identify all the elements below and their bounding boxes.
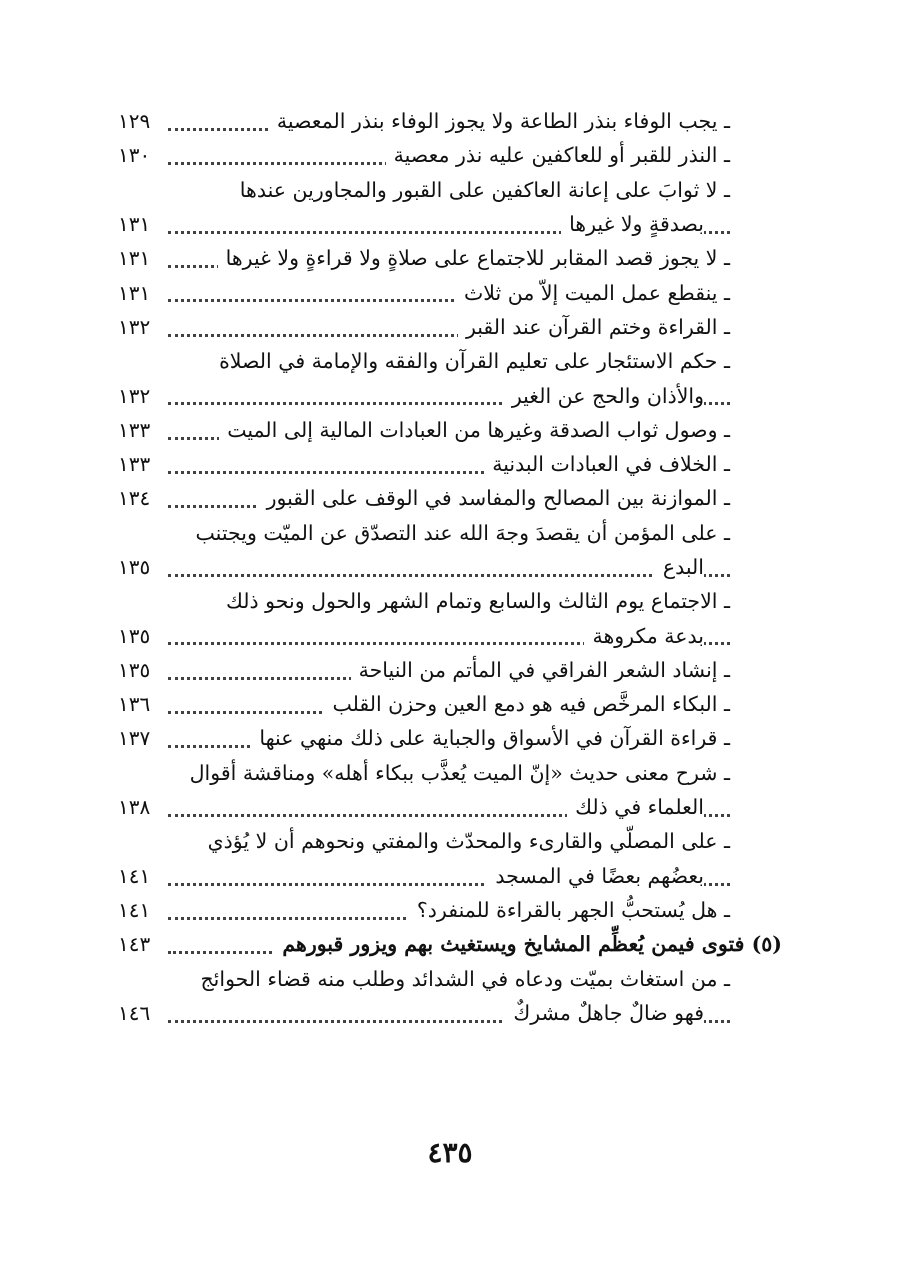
toc-entry [118, 481, 782, 515]
entry-title: ـ ينقطع عمل الميت إلاّ من ثلاث [456, 276, 730, 310]
section-title: (٥) فتوى فيمن يُعظِّم المشايخ ويستغيث بهم ويزور قبورهم [274, 927, 782, 961]
toc-entry-continuation [118, 859, 782, 893]
toc-entry [118, 173, 782, 207]
entry-title: ـ على المصلّي والقارىء والمحدّث والمفتي ونحوهم أن لا يُؤذي [200, 824, 730, 858]
toc-entry-continuation [118, 207, 782, 241]
entry-title: بعضُهم بعضًا في المسجد [487, 859, 704, 893]
entry-title: بصدقةٍ ولا غيرها [561, 207, 704, 241]
entry-title: ـ لا ثوابَ على إعانة العاكفين على القبور والمجاورين عندها [232, 173, 730, 207]
toc-entry-continuation [118, 790, 782, 824]
toc-entry [118, 756, 782, 790]
entry-page: ١٤١ [118, 863, 151, 888]
folio-page-number: ٤٣٥ [427, 1136, 473, 1169]
toc-entry [118, 687, 782, 721]
entry-page: ١٤٦ [118, 1000, 151, 1025]
entry-page: ١٤٣ [118, 932, 151, 957]
toc-entry [118, 516, 782, 550]
entry-title: ـ يجب الوفاء بنذر الطاعة ولا يجوز الوفاء بنذر المعصية [269, 104, 730, 138]
entry-title: ـ من استغاث بميّت ودعاه في الشدائد وطلب منه قضاء الحوائج [192, 962, 730, 996]
toc-entry [118, 584, 782, 618]
entry-title: فهو ضالٌ جاهلٌ مشركٌ [505, 996, 704, 1030]
toc-entry-continuation [118, 550, 782, 584]
toc-entry [118, 447, 782, 481]
entry-page: ١٣٢ [118, 314, 151, 339]
toc-entry [118, 344, 782, 378]
entry-title: ـ الخلاف في العبادات البدنية [484, 447, 730, 481]
entry-title: العلماء في ذلك [567, 790, 704, 824]
entry-page: ١٤١ [118, 897, 151, 922]
entry-title: ـ لا يجوز قصد المقابر للاجتماع على صلاةٍ ولا قراءةٍ ولا غيرها [218, 241, 730, 275]
entry-title: والأذان والحج عن الغير [504, 379, 704, 413]
entry-title: ـ إنشاد الشعر الفراقي في المأتم من النياحة [351, 653, 730, 687]
entry-page: ١٣٢ [118, 383, 151, 408]
entry-page: ١٣٤ [118, 486, 151, 511]
entry-title: ـ حكم الاستئجار على تعليم القرآن والفقه والإمامة في الصلاة [211, 344, 730, 378]
entry-page: ١٣٥ [118, 623, 151, 648]
entry-title: ـ الموازنة بين المصالح والمفاسد في الوقف على القبور [259, 481, 730, 515]
entry-page: ١٣١ [118, 246, 151, 271]
entry-page: ١٣٣ [118, 417, 151, 442]
toc-entry [118, 961, 782, 995]
entry-page: ١٣٥ [118, 555, 151, 579]
toc-entry [118, 721, 782, 755]
entry-title: ـ على المؤمن أن يقصدَ وجهَ الله عند التصدّق عن الميّت ويجتنب [188, 516, 730, 550]
dot-leader [168, 554, 730, 577]
entry-title: ـ وصول ثواب الصدقة وغيرها من العبادات المالية إلى الميت [219, 413, 730, 447]
toc-entry-continuation [118, 378, 782, 412]
toc-entry [118, 138, 782, 172]
entry-page: ١٣٥ [118, 657, 151, 682]
entry-page: ١٣١ [118, 280, 151, 305]
entry-page: ١٣١ [118, 212, 151, 237]
toc-section-heading [118, 927, 782, 961]
entry-page: ١٣٦ [118, 692, 151, 717]
toc-entry-continuation [118, 618, 782, 652]
toc-entry [118, 824, 782, 858]
entry-title: ـ قراءة القرآن في الأسواق والجباية على ذلك منهي عنها [251, 721, 730, 755]
table-of-contents [118, 104, 782, 1030]
entry-title: بدعة مكروهة [584, 619, 704, 653]
toc-entry [118, 413, 782, 447]
toc-entry [118, 310, 782, 344]
entry-page: ١٢٩ [118, 109, 151, 134]
entry-title: ـ الاجتماع يوم الثالث والسابع وتمام الشهر والحول ونحو ذلك [218, 584, 730, 618]
toc-entry [118, 241, 782, 275]
entry-title: ـ شرح معنى حديث «إنّ الميت يُعذَّب ببكاء أهله» ومناقشة أقوال [182, 756, 730, 790]
entry-title: ـ النذر للقبر أو للعاكفين عليه نذر معصية [386, 138, 730, 172]
entry-title: البدع [655, 550, 704, 584]
toc-entry [118, 653, 782, 687]
entry-title: ـ البكاء المرخَّص فيه هو دمع العين وحزن القلب [324, 687, 730, 721]
entry-page: ١٣٣ [118, 452, 151, 477]
entry-page: ١٣٠ [118, 143, 151, 168]
toc-entry [118, 275, 782, 309]
toc-entry-continuation [118, 996, 782, 1030]
toc-entry [118, 104, 782, 138]
entry-title: ـ القراءة وختم القرآن عند القبر [458, 310, 730, 344]
entry-title: ـ هل يُستحبُّ الجهر بالقراءة للمنفرد؟ [409, 893, 730, 927]
entry-page: ١٣٨ [118, 795, 151, 820]
entry-page: ١٣٧ [118, 726, 151, 751]
toc-entry [118, 893, 782, 927]
